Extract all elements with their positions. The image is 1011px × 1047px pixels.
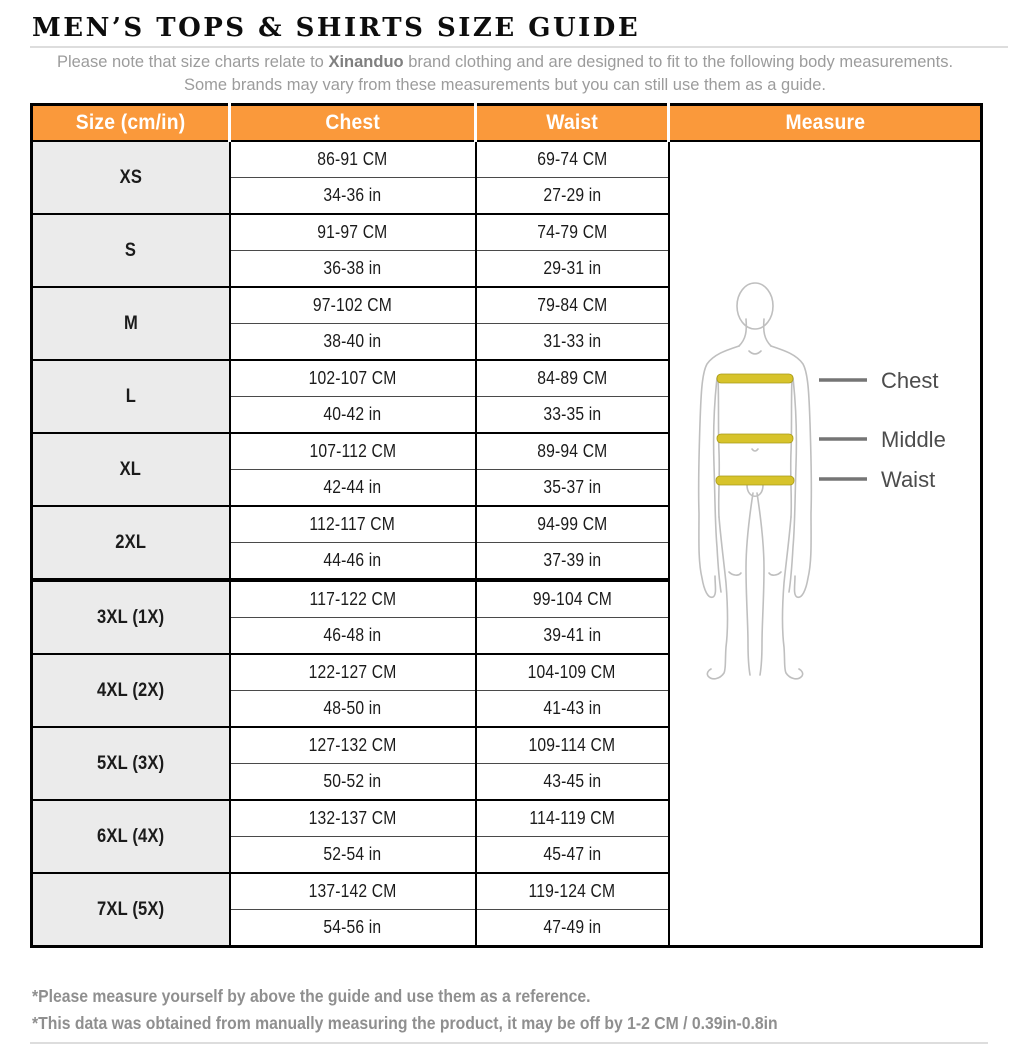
waist-band: [716, 476, 794, 485]
measure-figure: [686, 279, 981, 694]
waist-cm-cell: 79-84 CM: [476, 287, 669, 324]
waist-cm-cell: 84-89 CM: [476, 360, 669, 397]
chest-cm-cell: 132-137 CM: [230, 800, 476, 837]
chest-cm-cell: 117-122 CM: [230, 580, 476, 618]
waist-cm-cell: 69-74 CM: [476, 141, 669, 178]
chest-cm-cell: 112-117 CM: [230, 506, 476, 543]
col-header-waist: Waist: [476, 105, 669, 142]
waist-cm-cell: 119-124 CM: [476, 873, 669, 910]
size-cell: 2XL: [32, 506, 230, 580]
waist-cm-cell: 109-114 CM: [476, 727, 669, 764]
waist-in-cell: 31-33 in: [476, 324, 669, 361]
chest-cm-cell: 107-112 CM: [230, 433, 476, 470]
waist-in-cell: 43-45 in: [476, 764, 669, 801]
footer-note-1: *Please measure yourself by above the guide and use them as a reference.: [32, 986, 591, 1006]
waist-cm-cell: 89-94 CM: [476, 433, 669, 470]
waist-in-cell: 27-29 in: [476, 178, 669, 215]
col-header-chest: Chest: [230, 105, 476, 142]
measure-bands: [716, 374, 794, 485]
waist-cm-cell: 74-79 CM: [476, 214, 669, 251]
chest-cm-cell: 137-142 CM: [230, 873, 476, 910]
waist-in-cell: 39-41 in: [476, 618, 669, 655]
waist-cm-cell: 99-104 CM: [476, 580, 669, 618]
chest-in-cell: 54-56 in: [230, 910, 476, 947]
chest-in-cell: 36-38 in: [230, 251, 476, 288]
waist-cm-cell: 94-99 CM: [476, 506, 669, 543]
brand-name: Xinanduo: [328, 53, 404, 71]
chest-cm-cell: 97-102 CM: [230, 287, 476, 324]
size-cell: 7XL (5X): [32, 873, 230, 947]
divider: [30, 46, 1008, 48]
middle-band: [717, 434, 793, 443]
waist-in-cell: 45-47 in: [476, 837, 669, 874]
chest-in-cell: 42-44 in: [230, 470, 476, 507]
col-header-measure: Measure: [669, 105, 982, 142]
chest-in-cell: 40-42 in: [230, 397, 476, 434]
chest-in-cell: 44-46 in: [230, 543, 476, 581]
waist-cm-cell: 104-109 CM: [476, 654, 669, 691]
footer-note-2: *This data was obtained from manually measuring the product, it may be off by 1-2 CM / 0.39in-0.8in: [32, 1013, 778, 1033]
chest-cm-cell: 91-97 CM: [230, 214, 476, 251]
header-row: [32, 105, 982, 142]
table-row: [32, 141, 982, 178]
waist-in-cell: 29-31 in: [476, 251, 669, 288]
size-cell: 4XL (2X): [32, 654, 230, 727]
chest-in-cell: 38-40 in: [230, 324, 476, 361]
page-title: MEN’S TOPS & SHIRTS SIZE GUIDE: [32, 13, 641, 43]
intro-suffix: brand clothing and are designed to fit to the following body measurements. Some brands may vary from these measurements but you can still use them as a guide.: [184, 53, 954, 94]
size-cell: S: [32, 214, 230, 287]
size-cell: XL: [32, 433, 230, 506]
chest-in-cell: 46-48 in: [230, 618, 476, 655]
waist-in-cell: 47-49 in: [476, 910, 669, 947]
chest-cm-cell: 86-91 CM: [230, 141, 476, 178]
size-chart-table: [30, 103, 983, 948]
waist-in-cell: 33-35 in: [476, 397, 669, 434]
size-cell: L: [32, 360, 230, 433]
intro-note: [35, 51, 975, 97]
size-cell: M: [32, 287, 230, 360]
intro-prefix: Please note that size charts relate to: [56, 53, 329, 71]
size-cell: 3XL (1X): [32, 580, 230, 654]
chest-cm-cell: 122-127 CM: [230, 654, 476, 691]
chest-in-cell: 34-36 in: [230, 178, 476, 215]
measure-cell: [669, 141, 982, 947]
chest-in-cell: 52-54 in: [230, 837, 476, 874]
size-cell: XS: [32, 141, 230, 214]
size-cell: 5XL (3X): [32, 727, 230, 800]
waist-in-cell: 35-37 in: [476, 470, 669, 507]
figure-label-middle: Middle: [880, 427, 946, 452]
figure-label-waist: Waist: [880, 467, 935, 492]
waist-in-cell: 41-43 in: [476, 691, 669, 728]
body-outline-figure: [687, 279, 979, 689]
col-header-size: Size (cm/in): [32, 105, 230, 142]
size-cell: 6XL (4X): [32, 800, 230, 873]
chest-in-cell: 50-52 in: [230, 764, 476, 801]
waist-in-cell: 37-39 in: [476, 543, 669, 581]
chest-band: [717, 374, 793, 383]
figure-head: [737, 283, 773, 329]
chest-cm-cell: 127-132 CM: [230, 727, 476, 764]
figure-label-chest: Chest: [880, 368, 939, 393]
divider: [30, 1042, 988, 1044]
chest-in-cell: 48-50 in: [230, 691, 476, 728]
chest-cm-cell: 102-107 CM: [230, 360, 476, 397]
waist-cm-cell: 114-119 CM: [476, 800, 669, 837]
